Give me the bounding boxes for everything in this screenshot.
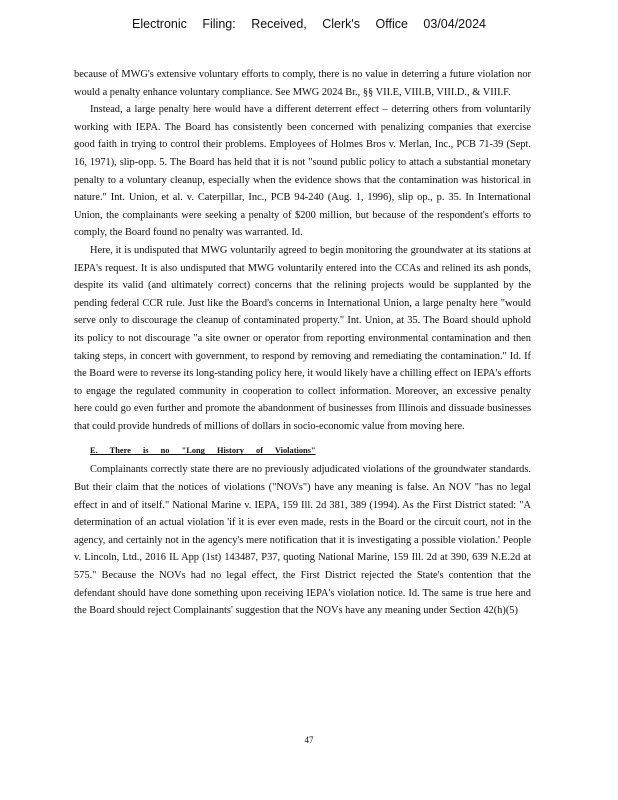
section-heading-text: E. There is no "Long History of Violations" (90, 446, 316, 456)
paragraph-2: Instead, a large penalty here would have a different deterrent effect – deterring others from voluntarily working with IEPA. The Board has consistently been concerned with penalizing companies that exercise good faith in trying to control their problems. Employees of Holmes Bros v. Merlan, Inc., PCB 71-39 (Sept. 16, 1971), slip-opp. 5. The Board has held that it is not "sound public policy to attach a substantial monetary penalty to a voluntary cleanup, especially when the evidence shows that the contamination was historical in nature." Int. Union, et al. v. Caterpillar, Inc., PCB 94-240 (Aug. 1, 1996), slip op., p. 35. In International Union, the complainants were seeking a penalty of $200 million, but because of the respondent's efforts to comply, the Board found no penalty was warranted. Id. (74, 104, 531, 239)
filing-header: Electronic Filing: Received, Clerk's Office 03/04/2024 (132, 17, 486, 31)
document-body (74, 66, 531, 620)
paragraph-4: Complainants correctly state there are no previously adjudicated violations of the groundwater standards. But their claim that the notices of violations ("NOVs") have any meaning is false. An NOV "has no legal effect in and of itself." National Marine v. IEPA, 159 Ill. 2d 381, 389 (1994). As the First District stated: "A determination of an actual violation 'if it is ever even made, rests in the Board or the circuit court, not in the agency, and certainly not in the agency's mere notification that it is investigating a possible violation.' People v. Lincoln, Ltd., 2016 IL App (1st) 143487, P37, quoting National Marine, 159 Ill. 2d at 390, 639 N.E.2d at 575." Because the NOVs had no legal effect, the First District rejected the State's contention that the defendant should have done something upon receiving IEPA's violation notice. Id. The same is true here and the Board should reject Complainants' suggestion that the NOVs have any meaning under Section 42(h)(5) (74, 464, 531, 617)
paragraph-3: Here, it is undisputed that MWG voluntarily agreed to begin monitoring the groundwater at its stations at IEPA's request. It is also undisputed that MWG voluntarily entered into the CCAs and relined its ash ponds, despite its valid (and ultimately correct) concerns that the relining projects would be supplanted by the pending federal CCR rule. Just like the Board's concerns in International Union, a large penalty here "would serve only to discourage the cleanup of contaminated property." Int. Union, at 35. The Board should uphold its policy to not discourage "a site owner or operator from reporting environmental contamination and then taking steps, in concert with government, to respond by removing and remediating the contamination." Id. If the Board were to reverse its long-standing policy here, it would likely have a chilling effect on IEPA's efforts to engage the regulated community in cooperation to collect information. Moreover, an excessive penalty here could go even further and promote the abandonment of businesses from Illinois and dissuade businesses that could provide hundreds of millions of dollars in socio-economic value from moving here. (74, 244, 531, 432)
paragraph-1: because of MWG's extensive voluntary efforts to comply, there is no value in deterring a future violation nor would a penalty enhance voluntary compliance. See MWG 2024 Br., §§ VII.E, VIII.B, VIII.D., & VIII.F. (74, 69, 531, 98)
section-heading (90, 444, 531, 458)
page-number: 47 (304, 735, 314, 745)
